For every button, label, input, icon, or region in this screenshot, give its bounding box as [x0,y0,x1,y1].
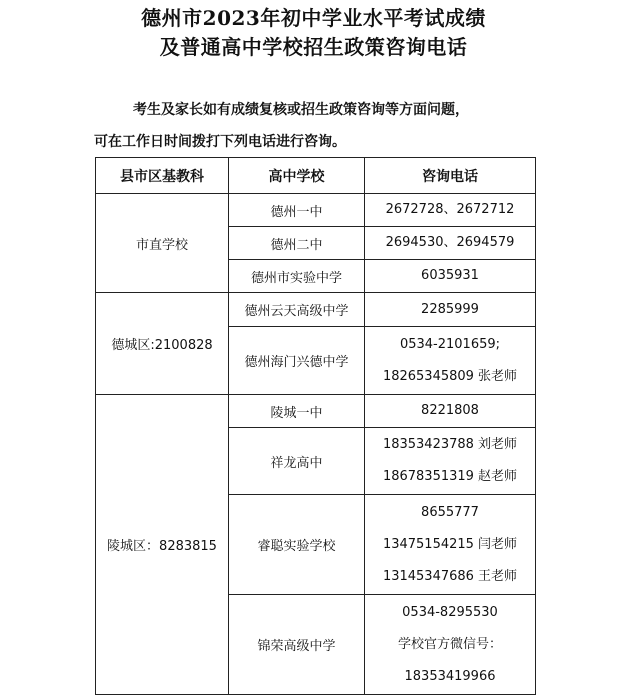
district-cell: 陵城区：8283815 [96,395,229,695]
phone-cell [365,227,536,260]
phone-line: 18353423788 刘老师 [382,437,518,452]
phone-line: 13145347686 王老师 [382,568,518,584]
phone-line: 2285999 [421,301,479,317]
table-row [96,194,536,227]
intro-line-1: 考生及家长如有成绩复核或招生政策咨询等方面问题， [133,102,469,118]
table-header-row [96,158,536,194]
header-school: 高中学校 [229,158,365,194]
title-line-2: 及普通高中学校招生政策咨询电话 [159,35,468,59]
school-cell: 睿聪实验学校 [229,495,365,595]
phone-cell [365,194,536,227]
phone-line: 2694530、2694579 [385,235,515,250]
school-cell: 德州一中 [229,194,365,227]
phone-cell [365,495,536,595]
school-cell: 德州二中 [229,227,365,260]
phone-line: 2672728、2672712 [385,202,515,217]
phone-line: 8221808 [421,403,479,418]
school-cell: 陵城一中 [229,395,365,428]
phone-cell [365,395,536,428]
phone-line: 8655777 [421,504,479,520]
phone-cell [365,595,536,695]
phone-cell [365,327,536,395]
school-cell: 锦荣高级中学 [229,595,365,695]
district-cell: 德城区:2100828 [96,293,229,395]
phone-line: 学校官方微信号： [397,636,502,652]
phone-cell [365,428,536,495]
phone-line: 18265345809 张老师 [382,368,518,384]
school-cell: 祥龙高中 [229,428,365,495]
school-cell: 德州海门兴德中学 [229,327,365,395]
phone-cell [365,293,536,327]
intro-line-2: 可在工作日时间拨打下列电话进行咨询。 [94,134,346,150]
header-phone: 咨询电话 [365,158,536,194]
phone-line: 18353419966 [404,668,496,684]
contact-table [95,157,536,695]
school-cell: 德州市实验中学 [229,260,365,293]
district-cell: 市直学校 [96,194,229,293]
phone-cell [365,260,536,293]
phone-line: 13475154215 闫老师 [382,536,518,552]
header-district: 县市区基教科 [96,158,229,194]
title-line-1: 德州市2023年初中学业水平考试成绩 [141,6,486,30]
table-row [96,395,536,428]
phone-line: 6035931 [421,268,479,283]
school-cell: 德州云天高级中学 [229,293,365,327]
phone-line: 0534-8295530 [402,604,498,620]
phone-line: 0534-2101659; [399,336,501,352]
phone-line: 18678351319 赵老师 [382,469,518,484]
table-row [96,293,536,327]
